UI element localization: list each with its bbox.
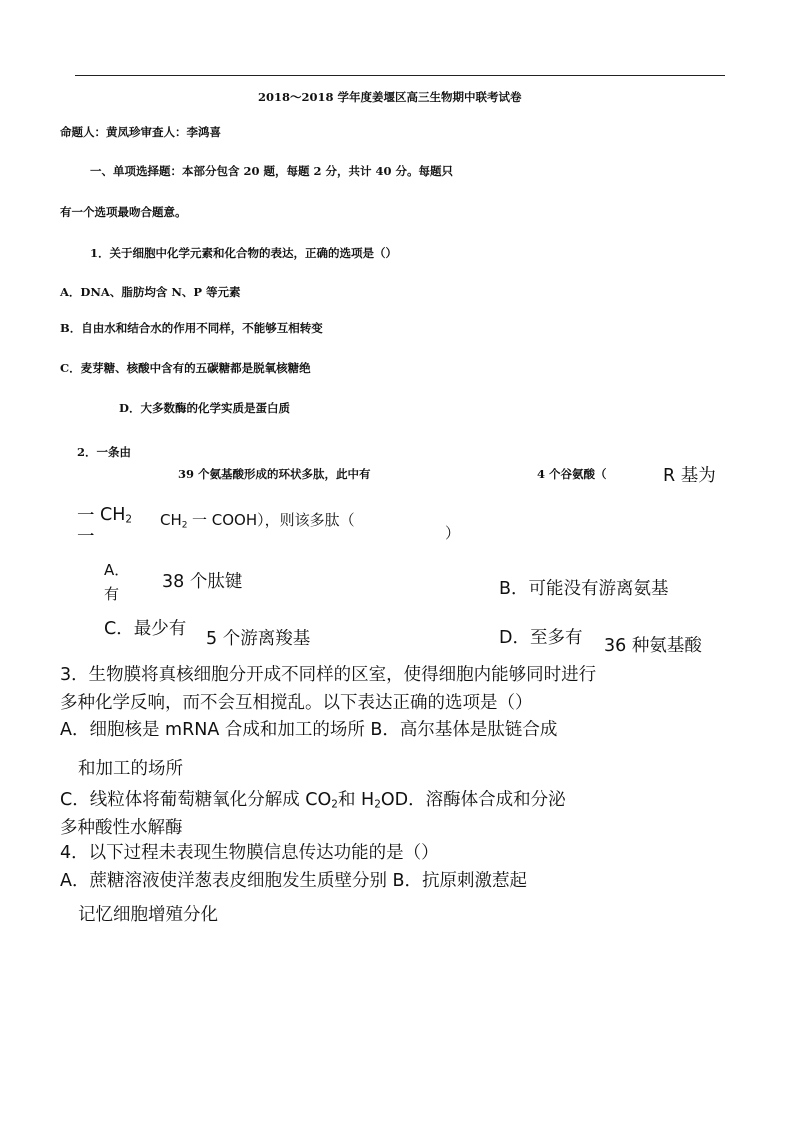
exam-title: 2018～2018 学年度姜堰区高三生物期中联考试卷 <box>258 90 522 104</box>
q1-option-a: A．DNA、脂肪均含 N、P 等元素 <box>60 285 241 299</box>
author-line: 命题人：黄凤珍审查人：李鸿喜 <box>60 125 221 139</box>
q2-paren-close: ） <box>445 524 461 542</box>
q2-stem-r: R 基为 <box>663 466 716 486</box>
q2-cooh: 一 COOH），则该多肽（ <box>192 511 355 529</box>
q3-option-cd-line-1: C．线粒体将葡萄糖氧化分解成 $CO_2$和 $H_2OD$．溶酶体合成和分泌 <box>60 790 566 811</box>
q2-option-a-label: A． <box>104 561 130 579</box>
q2-option-d-text: 36 种氨基酸 <box>604 636 702 656</box>
instructions-line-1: 一、单项选择题：本部分包含 20 题，每题 2 分，共计 40 分。每题只 <box>90 164 454 178</box>
q2-option-b: B．可能没有游离氨基 <box>499 579 669 599</box>
q3-option-ab-line-1: A．细胞核是 mRNA 合成和加工的场所 B．高尔基体是肽链合成 <box>60 720 558 740</box>
q3-stem-line-1: 3．生物膜将真核细胞分开成不同样的区室，使得细胞内能够同时进行 <box>60 665 597 685</box>
q3-option-cd-line-2: 多种酸性水解酶 <box>60 818 183 838</box>
q1-stem: 1．关于细胞中化学元素和化合物的表达，正确的选项是（） <box>90 246 397 260</box>
q1-option-b: B．自由水和结合水的作用不同样，不能够互相转变 <box>60 321 323 335</box>
q2-stem-glu: 4 个谷氨酸（ <box>537 467 607 481</box>
q1-option-c: C．麦芽糖、核酸中含有的五碳糖都是脱氧核糖绝 <box>60 361 311 375</box>
q2-option-d-label: D．至多有 <box>499 628 583 648</box>
q4-stem: 4．以下过程未表现生物膜信息传达功能的是（） <box>60 843 439 863</box>
q2-dash-2: 一 <box>77 527 95 547</box>
q3-stem-line-2: 多种化学反响，而不会互相搅乱。以下表达正确的选项是（） <box>60 693 533 713</box>
header-rule <box>75 75 725 76</box>
instructions-line-2: 有一个选项最吻合题意。 <box>60 205 187 219</box>
q2-option-c-text: 5 个游离羧基 <box>206 629 311 649</box>
q4-option-ab-line-2: 记忆细胞增殖分化 <box>78 905 218 925</box>
q2-dash-1: 一 <box>77 506 95 526</box>
q1-option-d: D．大多数酶的化学实质是蛋白质 <box>119 401 290 415</box>
q2-option-a-text: 38 个肽键 <box>162 572 243 592</box>
q2-option-c-label: C．最少有 <box>104 619 187 639</box>
q4-option-ab-line-1: A．蔗糖溶液使洋葱表皮细胞发生质壁分别 B．抗原刺激惹起 <box>60 871 528 891</box>
q2-ch2-b: $CH_2$ <box>160 511 188 531</box>
q2-stem-start: 2．一条由 <box>77 445 132 459</box>
q2-option-a-pre: 有 <box>104 585 120 603</box>
q2-ch2-a: $CH_2$ <box>100 505 133 526</box>
q3-option-ab-line-2: 和加工的场所 <box>78 759 183 779</box>
q2-stem-mid: 39 个氨基酸形成的环状多肽，此中有 <box>178 467 371 481</box>
